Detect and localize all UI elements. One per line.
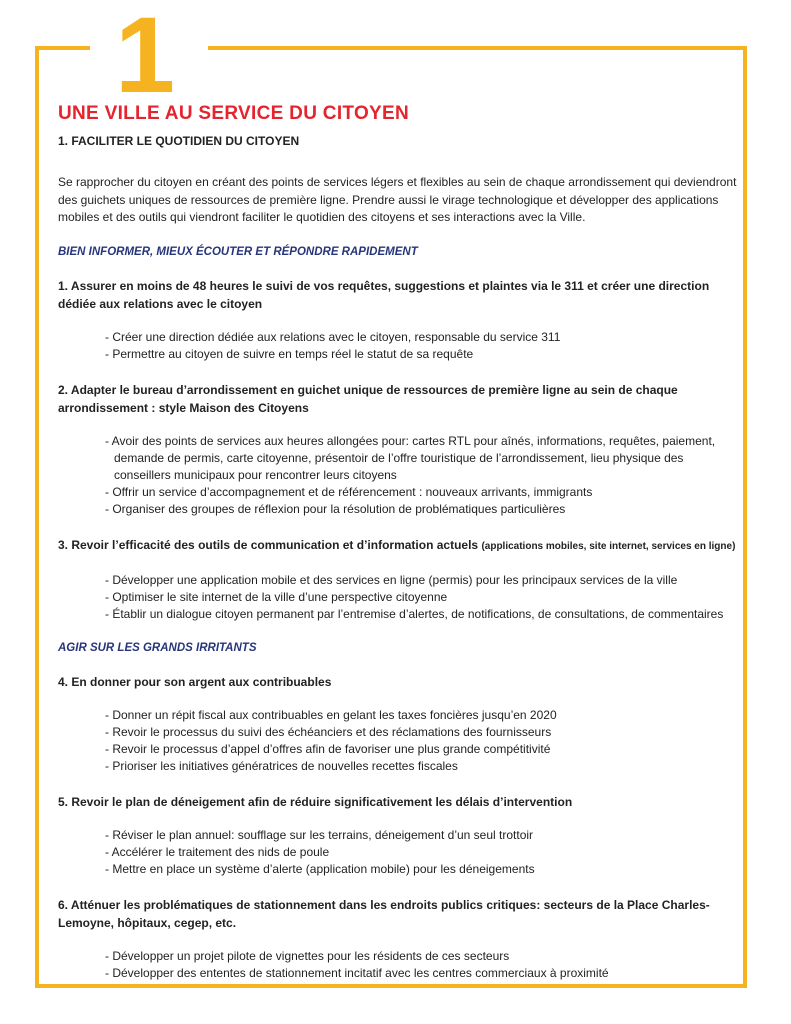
bullet-list [105, 329, 738, 363]
item-title [58, 277, 738, 313]
list-item: - Développer une application mobile et des services en ligne (permis) pour les principaux services de la ville [105, 572, 738, 589]
list-item: - Optimiser le site internet de la ville d’une perspective citoyenne [105, 589, 738, 606]
chapter-number: 1 [114, 0, 176, 115]
list-item: - Revoir le processus d’appel d’offres afin de favoriser une plus grande compétitivité [105, 741, 738, 758]
list-item: - Permettre au citoyen de suivre en temps réel le statut de sa requête [105, 346, 738, 363]
list-item: - Développer un projet pilote de vignettes pour les résidents de ces secteurs [105, 948, 738, 965]
bullet-list [105, 948, 738, 982]
list-item: - Réviser le plan annuel: soufflage sur les terrains, déneigement d’un seul trottoir [105, 827, 738, 844]
list-item: - Créer une direction dédiée aux relations avec le citoyen, responsable du service 311 [105, 329, 738, 346]
section-heading: BIEN INFORMER, MIEUX ÉCOUTER ET RÉPONDRE RAPIDEMENT [58, 245, 418, 258]
subheading: 1. FACILITER LE QUOTIDIEN DU CITOYEN [58, 134, 300, 148]
item-title [58, 673, 738, 691]
list-item: - Revoir le processus du suivi des échéanciers et des réclamations des fournisseurs [105, 724, 738, 741]
section-heading: AGIR SUR LES GRANDS IRRITANTS [58, 641, 257, 654]
item-title-note: (applications mobiles, site internet, services en ligne) [481, 540, 736, 552]
bullet-list [105, 827, 738, 878]
list-item: - Organiser des groupes de réflexion pour la résolution de problématiques particulières [105, 501, 738, 518]
list-item: - Avoir des points de services aux heures allongées pour: cartes RTL pour aînés, informations, requêtes, paiement, demande de permis, carte citoyenne, présentoir de l’offre touristique de l’arrondissement, lieu physique des conseillers municipaux pour rencontrer leurs citoyens [105, 433, 738, 484]
item-title-text: 5. Revoir le plan de déneigement afin de réduire significativement les délais d’intervention [58, 794, 573, 809]
item-title [58, 536, 738, 556]
list-item: - Accélérer le traitement des nids de poule [105, 844, 738, 861]
item-title-text: 4. En donner pour son argent aux contribuables [58, 674, 332, 689]
list-item: - Développer des ententes de stationnement incitatif avec les centres commerciaux à proximité [105, 965, 738, 982]
list-item: - Mettre en place un système d’alerte (application mobile) pour les déneigements [105, 861, 738, 878]
page-title: UNE VILLE AU SERVICE DU CITOYEN [58, 103, 410, 124]
document-body [58, 103, 738, 1000]
item-title-text: 3. Revoir l’efficacité des outils de communication et d’information actuels [58, 537, 479, 552]
item-title-text: 1. Assurer en moins de 48 heures le suivi de vos requêtes, suggestions et plaintes via le 311 et créer une direction dédiée aux relations avec le citoyen [58, 278, 710, 311]
bullet-list [105, 707, 738, 775]
item-title-text: 6. Atténuer les problématiques de stationnement dans les endroits publics critiques: secteurs de la Place Charles-Lemoyne, hôpitaux, cegep, etc. [58, 897, 710, 930]
intro-paragraph: Se rapprocher du citoyen en créant des points de services légers et flexibles au sein de chaque arrondissement qui deviendront des guichets uniques de ressources de première ligne. Prendre aussi le virage technologique et développer des applications mobiles et des outils qui viendront faciliter le quotidien des citoyens et ses interactions avec la Ville. [58, 175, 737, 224]
list-item: - Établir un dialogue citoyen permanent par l’entremise d’alertes, de notifications, de consultations, de commentaires [105, 606, 738, 623]
list-item: - Prioriser les initiatives génératrices de nouvelles recettes fiscales [105, 758, 738, 775]
list-item: - Donner un répit fiscal aux contribuables en gelant les taxes foncières jusqu’en 2020 [105, 707, 738, 724]
item-title [58, 381, 738, 417]
item-title [58, 896, 738, 932]
bullet-list [105, 572, 738, 623]
item-title-text: 2. Adapter le bureau d’arrondissement en guichet unique de ressources de première ligne au sein de chaque arrondissement : style Maison des Citoyens [58, 382, 678, 415]
item-title [58, 793, 738, 811]
bullet-list [105, 433, 738, 518]
list-item: - Offrir un service d’accompagnement et de référencement : nouveaux arrivants, immigrants [105, 484, 738, 501]
sections-container [58, 245, 738, 982]
